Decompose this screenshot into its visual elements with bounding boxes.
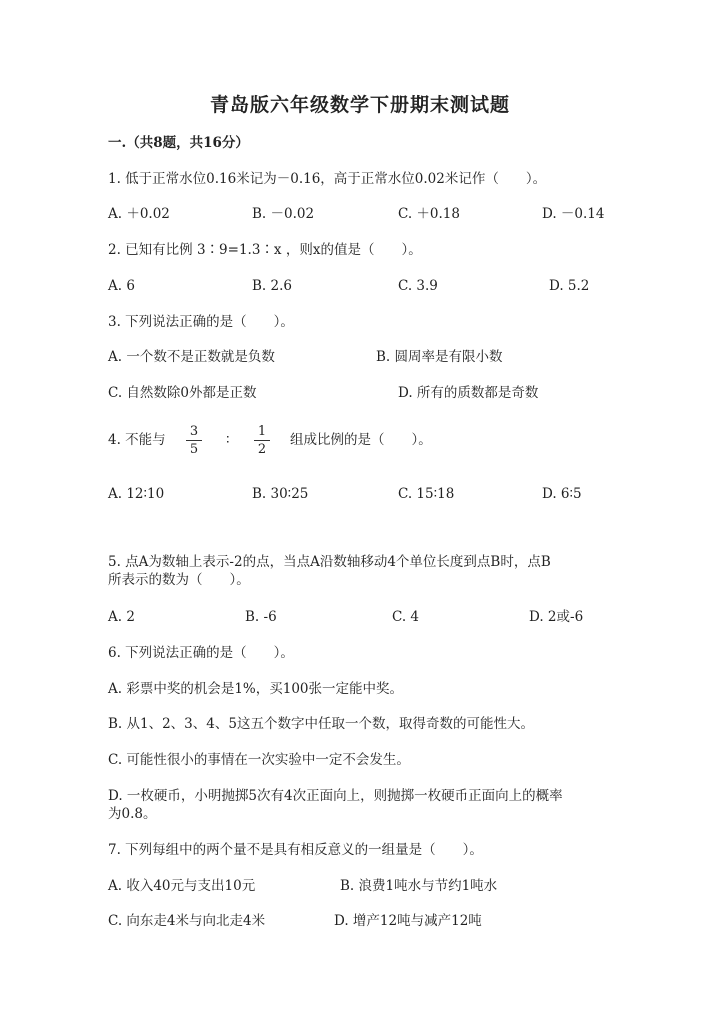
fraction-three-fifths bbox=[184, 424, 204, 457]
question-4-option-d: D. 6∶5 bbox=[542, 486, 582, 502]
question-7-option-b: B. 浪费1吨水与节约1吨水 bbox=[340, 878, 498, 894]
question-1-option-b: B. －0.02 bbox=[252, 206, 315, 222]
fraction-1-bar bbox=[186, 440, 202, 441]
section-heading: 一.（共8题，共16分） bbox=[108, 135, 249, 151]
question-6-option-a: A. 彩票中奖的机会是1%，买100张一定能中奖。 bbox=[108, 681, 404, 697]
question-4-option-a: A. 12∶10 bbox=[108, 486, 165, 502]
fraction-one-half bbox=[252, 424, 272, 457]
question-6-stem: 6. 下列说法正确的是（ ）。 bbox=[108, 645, 294, 661]
question-4-prefix: 4. 不能与 bbox=[108, 432, 166, 448]
page-title: 青岛版六年级数学下册期末测试题 bbox=[209, 94, 510, 116]
question-2-option-b: B. 2.6 bbox=[252, 278, 292, 294]
question-3-option-c: C. 自然数除0外都是正数 bbox=[108, 385, 257, 401]
fraction-2-denominator: 2 bbox=[257, 442, 267, 457]
fraction-1-denominator: 5 bbox=[189, 442, 199, 457]
question-7-stem: 7. 下列每组中的两个量不是具有相反意义的一组量是（ ）。 bbox=[108, 842, 483, 858]
question-3-stem: 3. 下列说法正确的是（ ）。 bbox=[108, 314, 294, 330]
question-5-option-d: D. 2或-6 bbox=[529, 609, 584, 625]
question-1-option-d: D. －0.14 bbox=[542, 206, 605, 222]
question-6-option-b: B. 从1、2、3、4、5这五个数字中任取一个数，取得奇数的可能性大。 bbox=[108, 716, 534, 732]
question-5-option-a: A. 2 bbox=[108, 609, 135, 625]
question-2-option-a: A. 6 bbox=[108, 278, 135, 294]
question-7-option-a: A. 收入40元与支出10元 bbox=[108, 878, 256, 894]
question-7-option-d: D. 增产12吨与减产12吨 bbox=[334, 913, 482, 929]
question-2-option-d: D. 5.2 bbox=[549, 278, 590, 294]
question-4-option-b: B. 30∶25 bbox=[252, 486, 309, 502]
question-5-stem-line-1: 5. 点A为数轴上表示-2的点，当点A沿数轴移动4个单位长度到点B时，点B bbox=[108, 554, 551, 570]
question-6-option-d: D. 一枚硬币，小明抛掷5次有4次正面向上，则抛掷一枚硬币正面向上的概率 bbox=[108, 788, 563, 804]
fraction-2-numerator: 1 bbox=[257, 424, 267, 439]
question-1-option-c: C. ＋0.18 bbox=[398, 206, 460, 222]
question-3-option-b: B. 圆周率是有限小数 bbox=[376, 349, 503, 365]
question-5-stem-line-2: 所表示的数为（ ）。 bbox=[108, 572, 250, 588]
question-5-option-b: B. -6 bbox=[245, 609, 277, 625]
question-7-option-c: C. 向东走4米与向北走4米 bbox=[108, 913, 266, 929]
fraction-2-bar bbox=[254, 440, 270, 441]
question-4-colon: ∶ bbox=[226, 432, 230, 448]
question-4-option-c: C. 15∶18 bbox=[398, 486, 455, 502]
question-1-stem: 1. 低于正常水位0.16米记为－0.16，高于正常水位0.02米记作（ ）。 bbox=[108, 171, 547, 187]
question-2-option-c: C. 3.9 bbox=[398, 278, 438, 294]
question-3-option-d: D. 所有的质数都是奇数 bbox=[398, 385, 539, 401]
question-2-stem: 2. 已知有比例 3∶9=1.3∶x ，则x的值是（ ）。 bbox=[108, 242, 422, 258]
question-6-option-c: C. 可能性很小的事情在一次实验中一定不会发生。 bbox=[108, 752, 410, 768]
question-1-option-a: A. ＋0.02 bbox=[108, 206, 170, 222]
question-3-option-a: A. 一个数不是正数就是负数 bbox=[108, 349, 275, 365]
fraction-1-numerator: 3 bbox=[189, 424, 199, 439]
question-6-option-d-line-2: 为0.8。 bbox=[108, 806, 157, 822]
question-5-option-c: C. 4 bbox=[392, 609, 420, 625]
question-4-suffix: 组成比例的是（ ）。 bbox=[290, 432, 432, 448]
